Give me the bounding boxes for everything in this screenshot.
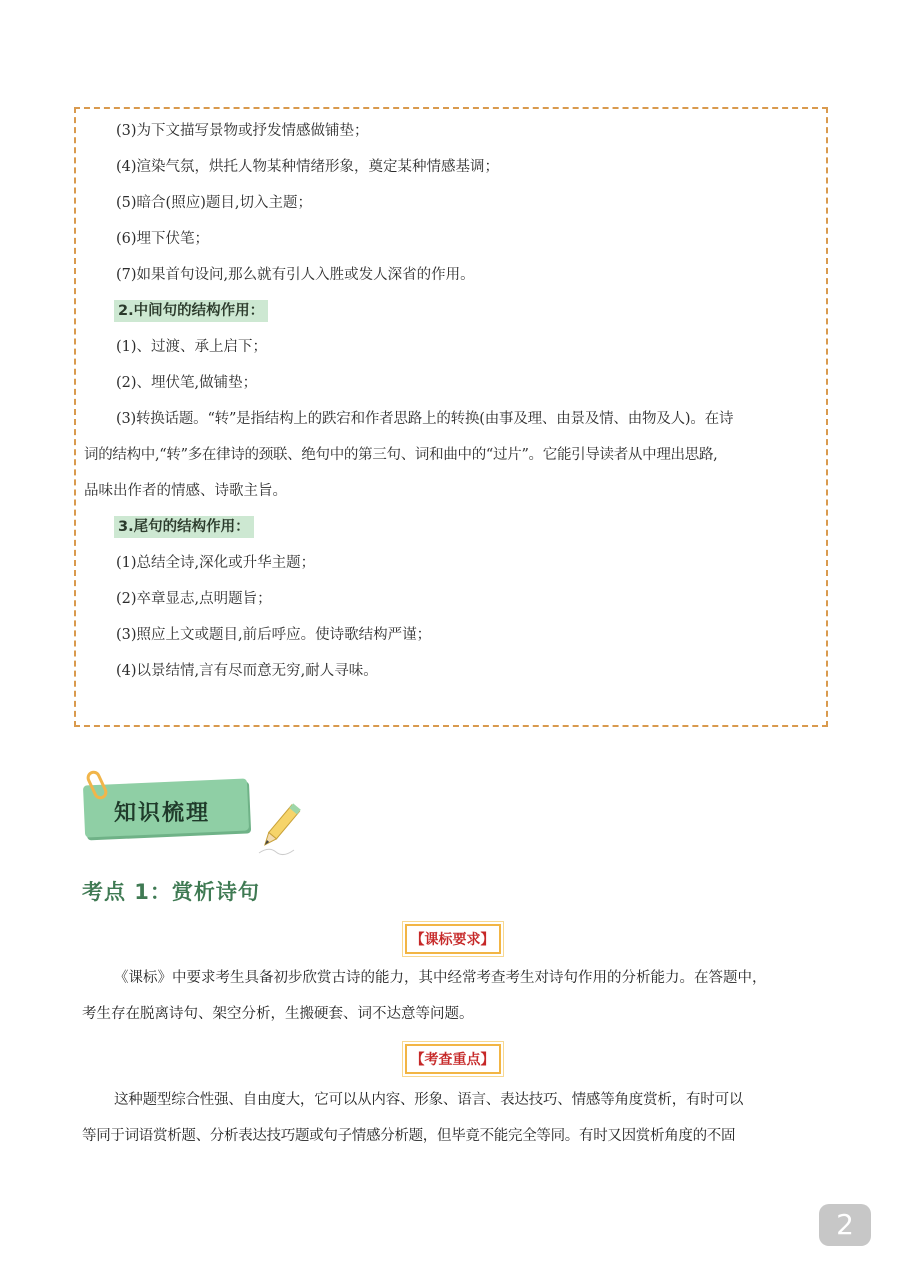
heading-end-sentence: 3.尾句的结构作用：: [114, 516, 254, 538]
box-line: (7)如果首句设问,那么就有引人入胜或发人深省的作用。: [116, 267, 475, 283]
page-number: 2: [819, 1204, 871, 1246]
heading-middle-sentence: 2.中间句的结构作用：: [114, 300, 268, 322]
box-line: (1)总结全诗,深化或升华主题；: [116, 555, 316, 571]
box-line: (2)卒章显志,点明题旨；: [116, 591, 272, 607]
box-line: (2)、埋伏笔,做铺垫；: [116, 375, 258, 391]
box-line: (3)为下文描写景物或抒发情感做铺垫；: [116, 123, 369, 139]
knowledge-badge: [84, 770, 304, 860]
summary-box: [74, 107, 828, 727]
paragraph-line: 《课标》中要求考生具备初步欣赏古诗的能力，其中经常考查考生对诗句作用的分析能力。在答题中，: [114, 970, 767, 986]
tag-standard: 【课标要求】: [405, 924, 501, 954]
pencil-icon: [254, 798, 304, 858]
box-line: (4)渲染气氛，烘托人物某种情绪形象，奠定某种情感基调；: [116, 159, 500, 175]
paragraph-line: 考生存在脱离诗句、架空分析，生搬硬套、词不达意等问题。: [82, 1006, 474, 1022]
section-title: 考点 1：赏析诗句: [82, 880, 260, 904]
box-line: (1)、过渡、承上启下；: [116, 339, 268, 355]
box-line: (6)埋下伏笔；: [116, 231, 210, 247]
box-line: (5)暗合(照应)题目,切入主题；: [116, 195, 312, 211]
box-line: (4)以景结情,言有尽而意无穷,耐人寻味。: [116, 663, 378, 679]
box-line: 词的结构中,“转”多在律诗的颈联、绝句中的第三句、词和曲中的“过片”。它能引导读者从中理出思路,: [84, 447, 718, 463]
tag-focus: 【考查重点】: [405, 1044, 501, 1074]
badge-label: 知识梳理: [114, 801, 211, 826]
paragraph-line: 这种题型综合性强、自由度大，它可以从内容、形象、语言、表达技巧、情感等角度赏析，有时可以: [114, 1092, 744, 1108]
box-line: (3)照应上文或题目,前后呼应。使诗歌结构严谨；: [116, 627, 432, 643]
box-line: (3)转换话题。“转”是指结构上的跌宕和作者思路上的转换(由事及理、由景及情、由物及人)。在诗: [116, 411, 734, 427]
box-line: 品味出作者的情感、诗歌主旨。: [84, 483, 287, 499]
paragraph-line: 等同于词语赏析题、分析表达技巧题或句子情感分析题，但毕竟不能完全等同。有时又因赏析角度的不固: [82, 1128, 736, 1144]
